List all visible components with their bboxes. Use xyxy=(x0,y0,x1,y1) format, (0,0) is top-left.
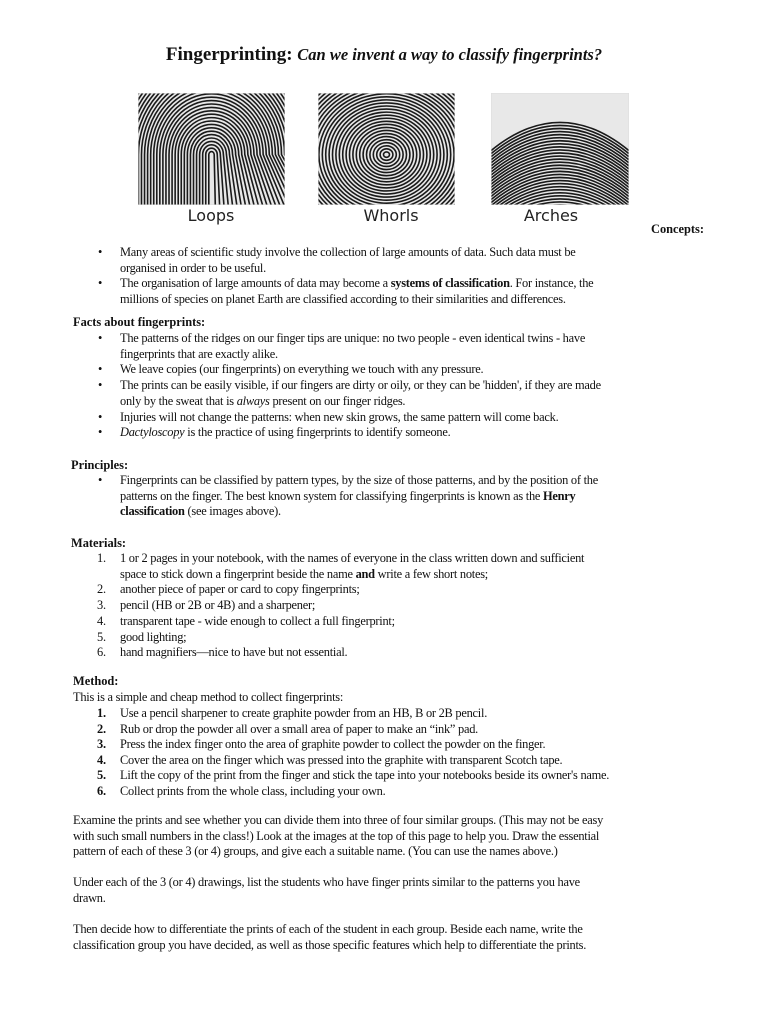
text-line xyxy=(120,488,576,504)
text-segment: good lighting; xyxy=(120,629,187,644)
text-line xyxy=(73,890,106,906)
principles-heading: Principles: xyxy=(71,458,129,472)
text-segment: Rub or drop the powder all over a small area of paper to make an “ink” pad. xyxy=(120,721,478,736)
text-line xyxy=(120,393,405,409)
list-number: 5. xyxy=(97,768,106,783)
text-segment: systems of classification xyxy=(390,276,510,291)
text-line xyxy=(120,705,487,721)
whorl-fingerprint-icon xyxy=(318,93,455,205)
text-segment: is the practice of using fingerprints to identify someone. xyxy=(184,425,451,440)
text-segment: only by the sweat that is xyxy=(120,393,237,408)
bullet-icon: • xyxy=(98,276,103,291)
text-segment: organised in order to be useful. xyxy=(120,260,266,275)
list-number: 3. xyxy=(97,598,106,613)
text-segment: The patterns of the ridges on our finger tips are unique: no two people - even identical twins - have xyxy=(120,331,586,345)
text-line xyxy=(120,377,601,393)
list-number: 5. xyxy=(97,629,106,644)
list-number: 2. xyxy=(97,721,106,736)
loop-fingerprint-icon xyxy=(138,93,285,205)
text-segment: space to stick down a fingerprint beside the name xyxy=(120,566,356,581)
text-segment: write a few short notes; xyxy=(374,566,488,581)
text-segment: and xyxy=(355,566,375,581)
text-segment: The organisation of large amounts of data may become a xyxy=(120,276,391,291)
text-line xyxy=(120,550,584,566)
text-line xyxy=(120,260,266,276)
text-segment: Then decide how to differentiate the prints of each of the student in each group. Beside each name, write the xyxy=(73,922,583,936)
list-number: 1. xyxy=(97,706,106,720)
text-segment: always xyxy=(236,393,270,408)
bullet-icon: • xyxy=(98,362,103,377)
text-line xyxy=(120,613,395,629)
text-line xyxy=(73,937,586,953)
bullet-icon: • xyxy=(98,331,103,345)
text-segment: Henry xyxy=(543,488,576,503)
text-segment: 1 or 2 pages in your notebook, with the names of everyone in the class written down and sufficient xyxy=(120,551,585,565)
text-line xyxy=(120,503,281,519)
text-line xyxy=(73,828,599,844)
text-line xyxy=(120,361,483,377)
text-segment: Lift the copy of the print from the finger and stick the tape into your notebooks beside its owner's name. xyxy=(120,768,610,783)
text-line xyxy=(120,346,278,362)
text-line xyxy=(120,629,186,645)
text-line xyxy=(120,752,562,768)
text-segment: another piece of paper or card to copy fingerprints; xyxy=(120,582,360,597)
text-segment: We leave copies (our fingerprints) on everything we touch with any pressure. xyxy=(120,362,484,377)
text-line xyxy=(73,921,583,937)
text-line xyxy=(120,767,609,783)
text-segment: The prints can be easily visible, if our fingers are dirty or oily, or they can be 'hidden', if they are made xyxy=(120,378,601,393)
text-segment: transparent tape - wide enough to collect a full fingerprint; xyxy=(120,613,395,628)
title-subtitle: Can we invent a way to classify fingerprints? xyxy=(297,45,603,64)
materials-heading: Materials: xyxy=(71,536,127,550)
list-number: 2. xyxy=(97,582,106,597)
list-number: 4. xyxy=(97,752,106,767)
text-line xyxy=(120,291,566,307)
facts-heading: Facts about fingerprints: xyxy=(73,315,206,329)
text-segment: classification group you have decided, as well as those specific features which help to differentiate the prints. xyxy=(73,937,587,952)
text-line xyxy=(120,644,347,660)
list-number: 3. xyxy=(97,737,106,752)
text-segment: Injuries will not change the patterns: when new skin grows, the same pattern will come back. xyxy=(120,409,559,424)
text-segment: (see images above). xyxy=(184,504,281,519)
text-segment: Many areas of scientific study involve the collection of large amounts of data. Such data must be xyxy=(120,245,576,259)
text-segment: patterns on the finger. The best known system for classifying fingerprints is known as the xyxy=(120,488,544,503)
text-line xyxy=(120,783,385,799)
text-line xyxy=(120,597,315,613)
text-line xyxy=(120,330,585,346)
text-segment: classification xyxy=(120,504,185,519)
bullet-icon: • xyxy=(98,378,103,393)
text-segment: hand magnifiers—nice to have but not essential. xyxy=(120,645,348,660)
list-number: 6. xyxy=(97,784,106,798)
text-segment: present on our finger ridges. xyxy=(269,393,406,408)
text-segment: pencil (HB or 2B or 4B) and a sharpener; xyxy=(120,598,316,613)
text-segment: Examine the prints and see whether you can divide them into three of four similar groups. (This may not be easy xyxy=(73,813,604,827)
list-number: 4. xyxy=(97,613,106,628)
method-heading: Method: xyxy=(73,674,119,688)
text-segment: Dactyloscopy xyxy=(120,425,185,440)
page-title xyxy=(0,44,768,66)
bullet-icon: • xyxy=(98,245,103,259)
text-segment: Collect prints from the whole class, including your own. xyxy=(120,784,386,798)
method-intro: This is a simple and cheap method to collect fingerprints: xyxy=(73,690,344,704)
text-segment: . For instance, the xyxy=(509,276,594,291)
text-segment: Cover the area on the finger which was pressed into the graphite with transparent Scotch tape. xyxy=(120,752,563,767)
text-segment: fingerprints that are exactly alike. xyxy=(120,346,278,361)
bullet-icon: • xyxy=(98,473,103,487)
bullet-icon: • xyxy=(98,409,103,424)
text-line xyxy=(120,472,598,488)
text-line xyxy=(120,424,450,440)
text-segment: pattern of each of these 3 (or 4) groups, and give each a suitable name. (You can use the names above.) xyxy=(73,844,558,859)
title-main: Fingerprinting: xyxy=(165,44,293,65)
text-line xyxy=(120,409,558,425)
text-segment: millions of species on planet Earth are classified according to their similarities and differences. xyxy=(120,292,566,307)
text-line xyxy=(73,812,603,828)
text-line xyxy=(120,244,576,260)
loops-label: Loops xyxy=(187,206,235,225)
text-line xyxy=(120,275,593,291)
text-line xyxy=(73,843,558,859)
text-segment: Fingerprints can be classified by pattern types, by the size of those patterns, and by the position of the xyxy=(120,473,598,487)
text-line xyxy=(120,736,545,752)
text-segment: Press the index finger onto the area of graphite powder to collect the powder on the finger. xyxy=(120,737,546,752)
whorls-label: Whorls xyxy=(363,206,419,225)
bullet-icon: • xyxy=(98,425,103,440)
arches-label: Arches xyxy=(523,206,579,225)
text-segment: Under each of the 3 (or 4) drawings, list the students who have finger prints similar to the patterns you have xyxy=(73,875,580,889)
arch-fingerprint-icon xyxy=(491,93,629,205)
text-line xyxy=(120,566,488,582)
text-line xyxy=(120,581,360,597)
text-line xyxy=(120,721,478,737)
text-segment: Use a pencil sharpener to create graphite powder from an HB, B or 2B pencil. xyxy=(120,706,488,720)
list-number: 6. xyxy=(97,645,106,660)
text-segment: with such small numbers in the class!) Look at the images at the top of this page to help you. Draw the essential xyxy=(73,828,600,843)
concepts-heading: Concepts: xyxy=(651,222,704,236)
text-line xyxy=(73,874,580,890)
list-number: 1. xyxy=(97,551,106,565)
text-segment: drawn. xyxy=(73,890,106,905)
